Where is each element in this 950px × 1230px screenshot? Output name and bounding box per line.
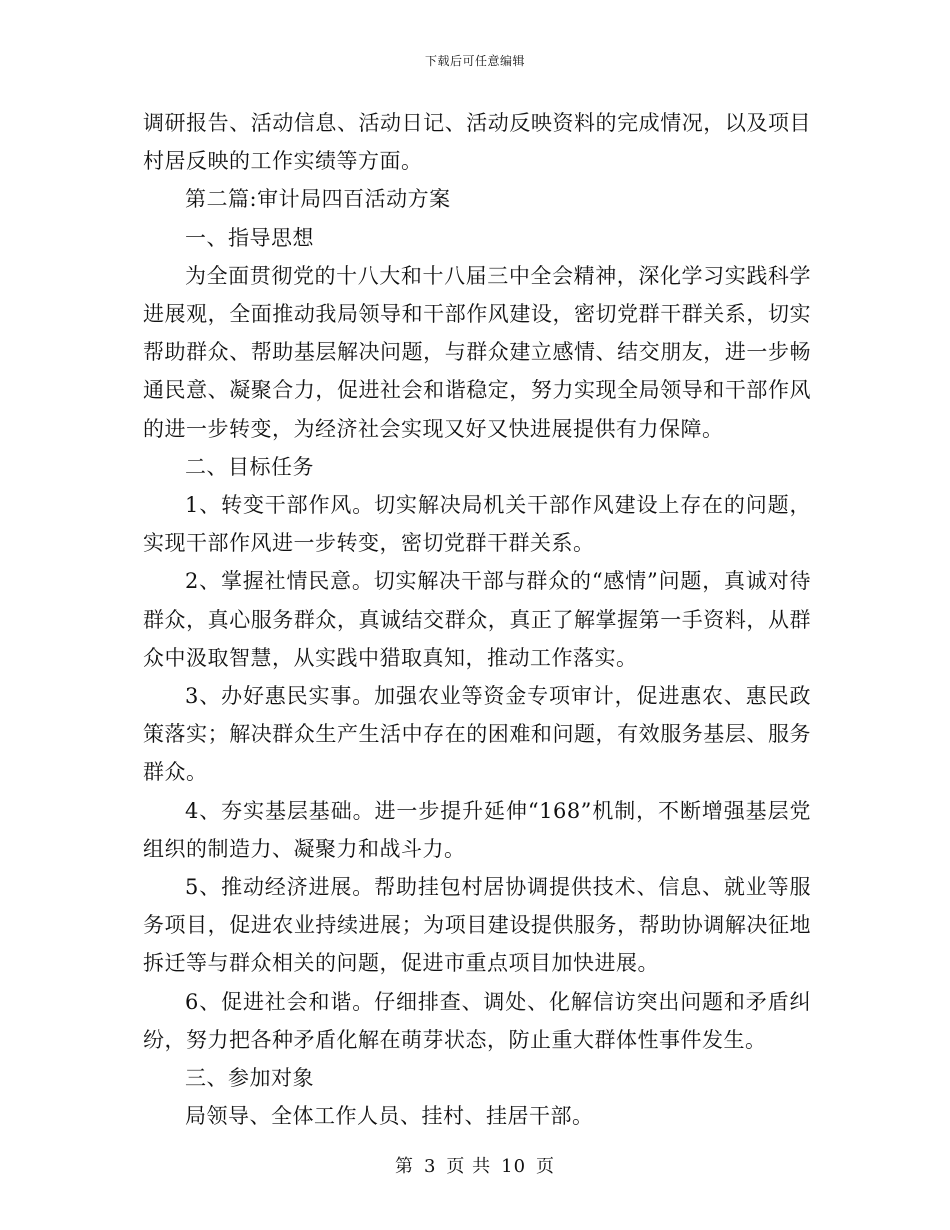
total-pages-number: 10	[501, 1156, 527, 1177]
list-item: 4、夯实基层基础。进一步提升延伸“168”机制，不断增强基层党组织的制造力、凝聚力和战斗力。	[143, 798, 811, 861]
heading-participants: 三、参加对象	[185, 1066, 314, 1091]
list-item: 3、办好惠民实事。加强农业等资金专项审计，促进惠农、惠民政策落实；解决群众生产生活中存在的困难和问题，有效服务基层、服务群众。	[143, 684, 811, 785]
current-page-number: 3	[423, 1156, 437, 1177]
list-item: 2、掌握社情民意。切实解决干部与群众的“感情”问题，真诚对待群众，真心服务群众，真诚结交群众，真正了解掌握第一手资料，从群众中汲取智慧，从实践中猎取真知，推动工作落实。	[143, 569, 811, 670]
document-body	[143, 104, 811, 1135]
heading-guiding-ideology: 一、指导思想	[185, 225, 314, 250]
footer-middle: 页 共	[446, 1156, 492, 1177]
list-item: 5、推动经济进展。帮助挂包村居协调提供技术、信息、就业等服务项目，促进农业持续进展；为项目建设提供服务，帮助协调解决征地拆迁等与群众相关的问题，促进市重点项目加快进展。	[143, 875, 811, 976]
footer-prefix: 第	[394, 1156, 414, 1177]
page-header: 下载后可任意编辑	[424, 54, 525, 68]
heading-goals: 二、目标任务	[185, 454, 314, 479]
section-title: 第二篇:审计局四百活动方案	[185, 187, 451, 212]
paragraph: 为全面贯彻党的十八大和十八届三中全会精神，深化学习实践科学进展观，全面推动我局领导和干部作风建设，密切党群干群关系，切实帮助群众、帮助基层解决问题，与群众建立感情、结交朋友，进一步畅通民意、凝聚合力，促进社会和谐稳定，努力实现全局领导和干部作风的进一步转变，为经济社会实现又好又快进展提供有力保障。	[143, 263, 811, 441]
footer-suffix: 页	[536, 1156, 556, 1177]
list-item: 6、促进社会和谐。仔细排查、调处、化解信访突出问题和矛盾纠纷，努力把各种矛盾化解在萌芽状态，防止重大群体性事件发生。	[143, 989, 811, 1052]
list-item: 1、转变干部作风。切实解决局机关干部作风建设上存在的问题，实现干部作风进一步转变，密切党群干群关系。	[143, 493, 811, 556]
paragraph: 局领导、全体工作人员、挂村、挂居干部。	[185, 1104, 594, 1129]
paragraph: 调研报告、活动信息、活动日记、活动反映资料的完成情况，以及项目村居反映的工作实绩等方面。	[143, 111, 811, 174]
page-footer	[0, 1152, 950, 1178]
